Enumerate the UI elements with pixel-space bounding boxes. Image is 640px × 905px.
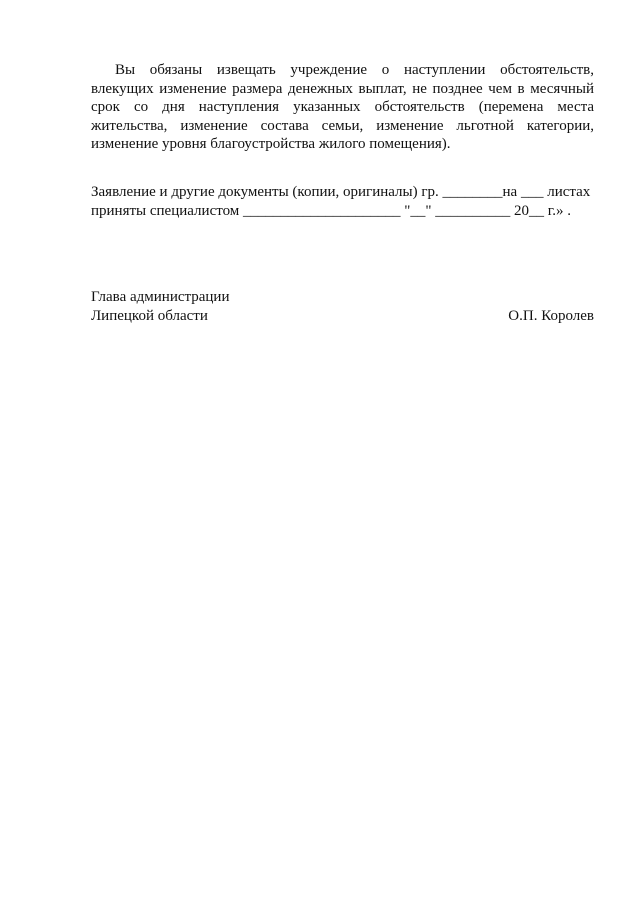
- notice-paragraph: Вы обязаны извещать учреждение о наступлении обстоятельств, влекущих изменение размера денежных выплат, не позднее чем в месячный срок со дня наступления указанных обстоятельств (перемена места жительства, изменение состава семьи, изменение льготной категории, изменение уровня благоустройства жилого помещения).: [91, 62, 594, 152]
- signatory-name: О.П. Королев: [508, 307, 594, 324]
- statement-line-1: Заявление и другие документы (копии, оригиналы) гр. ________на ___ листах: [91, 184, 591, 200]
- signatory-title-line-1: Глава администрации: [91, 289, 230, 305]
- signature-block: [91, 288, 594, 325]
- signature-title-row-1: [91, 288, 594, 307]
- signature-title-row-2: [91, 307, 594, 326]
- statement-line-2: приняты специалистом _____________________ "__" __________ 20__ г.» .: [91, 202, 571, 219]
- signatory-title-line-2: Липецкой области: [91, 307, 208, 324]
- statement-block: [91, 183, 594, 220]
